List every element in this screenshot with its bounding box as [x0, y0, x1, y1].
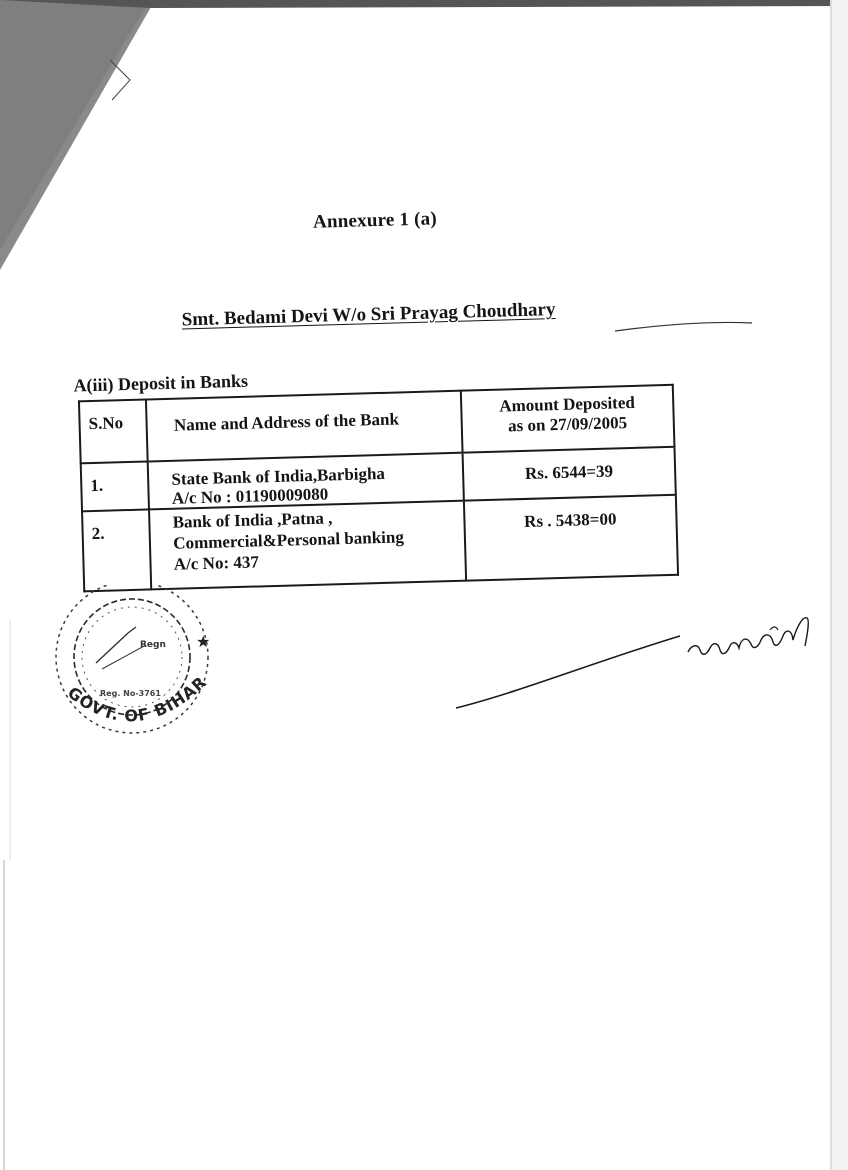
bank-name-line: State Bank of India,Barbigha [171, 463, 386, 489]
stamp-reg-text: Reg. No-3761 [100, 689, 161, 698]
row-sno: 1. [90, 475, 104, 496]
row-sno: 2. [91, 523, 105, 544]
header-bank-label: Name and Address of the Bank [173, 409, 400, 435]
row-bank-cell [149, 501, 465, 590]
row-bank-cell [148, 453, 464, 510]
row-amount: Rs . 5438=00 [523, 509, 617, 531]
header-amount [460, 385, 674, 453]
handwritten-signature [440, 600, 840, 720]
annexure-title: Annexure 1 (a) [312, 208, 438, 233]
bank-name-line: Bank of India ,Patna , [172, 508, 333, 532]
row-amount-cell [464, 495, 678, 581]
header-bank [146, 391, 462, 462]
header-amount-date: as on 27/09/2005 [507, 413, 628, 436]
row-sno-cell [81, 461, 150, 511]
row-amount-cell [462, 447, 676, 501]
table-row [82, 495, 678, 592]
stamp-outer-arc-text: GOVT. OF BIHAR [64, 672, 211, 726]
account-number-line: A/c No: 437 [173, 552, 260, 574]
bank-branch-line: Commercial&Personal banking [173, 527, 405, 553]
header-amount-label: Amount Deposited [499, 392, 636, 416]
header-sno-label: S.No [88, 413, 124, 434]
person-name-heading: Smt. Bedami Devi W/o Sri Prayag Choudhary [181, 299, 556, 331]
stamp-star-icon: ★ [196, 634, 211, 651]
section-heading: A(iii) Deposit in Banks [73, 370, 249, 396]
official-stamp [36, 585, 231, 745]
header-sno [79, 399, 148, 463]
stamp-inner-text: Regn [140, 640, 166, 650]
account-number-line: A/c No : 01190009080 [171, 484, 329, 508]
bank-deposit-table [78, 384, 679, 593]
pen-stroke [600, 315, 760, 335]
row-sno-cell [82, 509, 152, 591]
row-amount: Rs. 6544=39 [524, 461, 614, 483]
